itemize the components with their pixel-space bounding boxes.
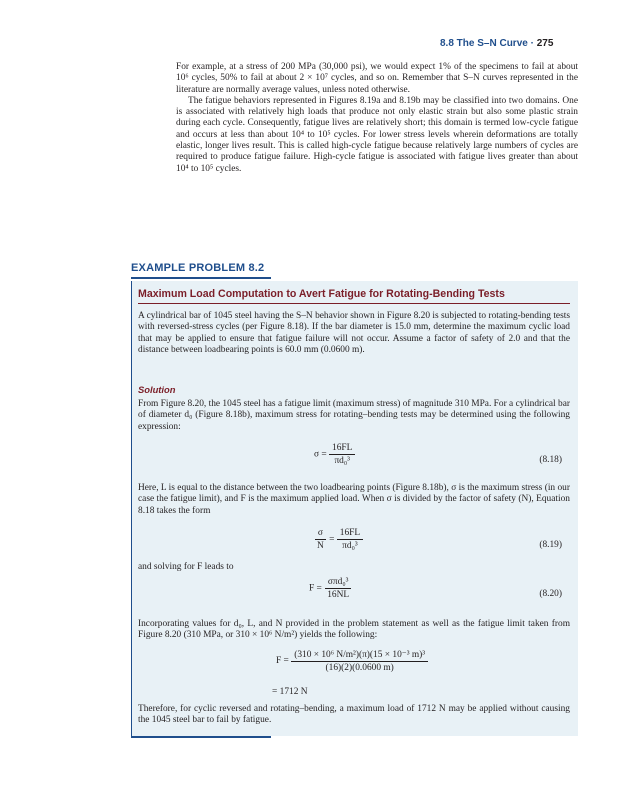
example-bottom-rule [131, 736, 271, 738]
title-rule [138, 303, 570, 304]
eq820-lhs: F = [309, 583, 322, 594]
eq820-numerator: σπd₀³ [325, 577, 352, 589]
eq819-number: (8.19) [539, 540, 562, 550]
solving-text: and solving for F leads to [138, 562, 234, 572]
eq818-numerator: 16FL [329, 443, 355, 455]
eq-final-numerator: (310 × 10⁶ N/m²)(π)(15 × 10⁻³ m)³ [291, 649, 428, 662]
eq819-denominator: πd₀³ [342, 541, 358, 551]
eq-final-fraction [291, 649, 428, 673]
eq820-denominator: 16NL [327, 590, 350, 600]
solution-paragraph-1: From Figure 8.20, the 1045 steel has a fatigue limit (maximum stress) of magnitude 310 MPa. For a cylindrical bar of diameter d₀ (Figure 8.18b), maximum stress for rotating–bending tests may be determined using the following expression: [138, 399, 570, 432]
example-label: EXAMPLE PROBLEM 8.2 [131, 262, 265, 274]
eq818-lhs: σ = [314, 449, 327, 460]
eq819-equals: = [329, 534, 335, 545]
eq820-number: (8.20) [539, 589, 562, 599]
eq819-fraction [337, 528, 363, 551]
eq818-fraction [329, 443, 355, 466]
conclusion: Therefore, for cyclic reversed and rotating–bending, a maximum load of 1712 N may be applied without causing the 1045 steel bar to fail by fatigue. [138, 704, 570, 726]
eq-final-lhs: F = [276, 656, 289, 667]
intro-text [176, 62, 578, 175]
page-number: 275 [536, 38, 554, 49]
eq-final-denominator: (16)(2)(0.0600 m) [325, 663, 394, 673]
example-top-rule [131, 277, 271, 279]
eq819-lhs-numerator: σ [315, 528, 326, 540]
problem-statement: A cylindrical bar of 1045 steel having the S–N behavior shown in Figure 8.20 is subjected to rotating-bending tests with reversed-stress cycles (per Figure 8.18). If the bar diameter is 15.0 mm, determine the maximum cyclic load that may be applied to ensure that fatigue failure will not occur. Assume a factor of safety of 2.0 and that the distance between loadbearing points is 60.0 mm (0.0600 m). [138, 311, 570, 355]
eq-final-result: = 1712 N [272, 687, 308, 697]
eq820-fraction [324, 577, 352, 600]
eq818-denominator: πd₀³ [334, 456, 350, 466]
eq819-numerator: 16FL [337, 528, 363, 540]
example-title: Maximum Load Computation to Avert Fatigue for Rotating-Bending Tests [138, 288, 505, 300]
solution-label: Solution [138, 384, 176, 395]
solution-paragraph-3: Incorporating values for d₀, L, and N provided in the problem statement as well as the fatigue limit taken from Figure 8.20 (310 MPa, or 310 × 10⁶ N/m²) yields the following: [138, 619, 570, 641]
solution-paragraph-2: Here, L is equal to the distance between the two loadbearing points (Figure 8.18b), σ is the maximum stress (in our case the fatigue limit), and F is the maximum applied load. When σ is divided by the factor of safety (N), Equation 8.18 takes the form [138, 483, 570, 516]
section-title: 8.8 The S–N Curve [440, 38, 528, 49]
intro-paragraph-2: The fatigue behaviors represented in Figures 8.19a and 8.19b may be classified into two domains. One is associated with relatively high loads that produce not only elastic strain but also some plastic strain during each cycle. Consequently, fatigue lives are relatively short; this domain is termed low-cycle fatigue and occurs at less than about 10⁴ to 10⁵ cycles. For lower stress levels wherein deformations are totally elastic, longer lives result. This is called high-cycle fatigue because relatively large numbers of cycles are required to produce fatigue failure. High-cycle fatigue is associated with fatigue lives greater than about 10⁴ to 10⁵ cycles. [176, 95, 578, 174]
running-head [440, 38, 590, 49]
intro-paragraph-1: For example, at a stress of 200 MPa (30,000 psi), we would expect 1% of the specimens to fail at about 10⁶ cycles, 50% to fail at about 2 × 10⁷ cycles, and so on. Remember that S–N curves represented in the literature are normally average values, unless noted otherwise. [176, 62, 578, 95]
eq819-lhs-fraction [314, 528, 327, 551]
header-separator: · [530, 38, 534, 49]
eq818-number: (8.18) [539, 455, 562, 465]
eq819-lhs-denominator: N [317, 541, 324, 551]
